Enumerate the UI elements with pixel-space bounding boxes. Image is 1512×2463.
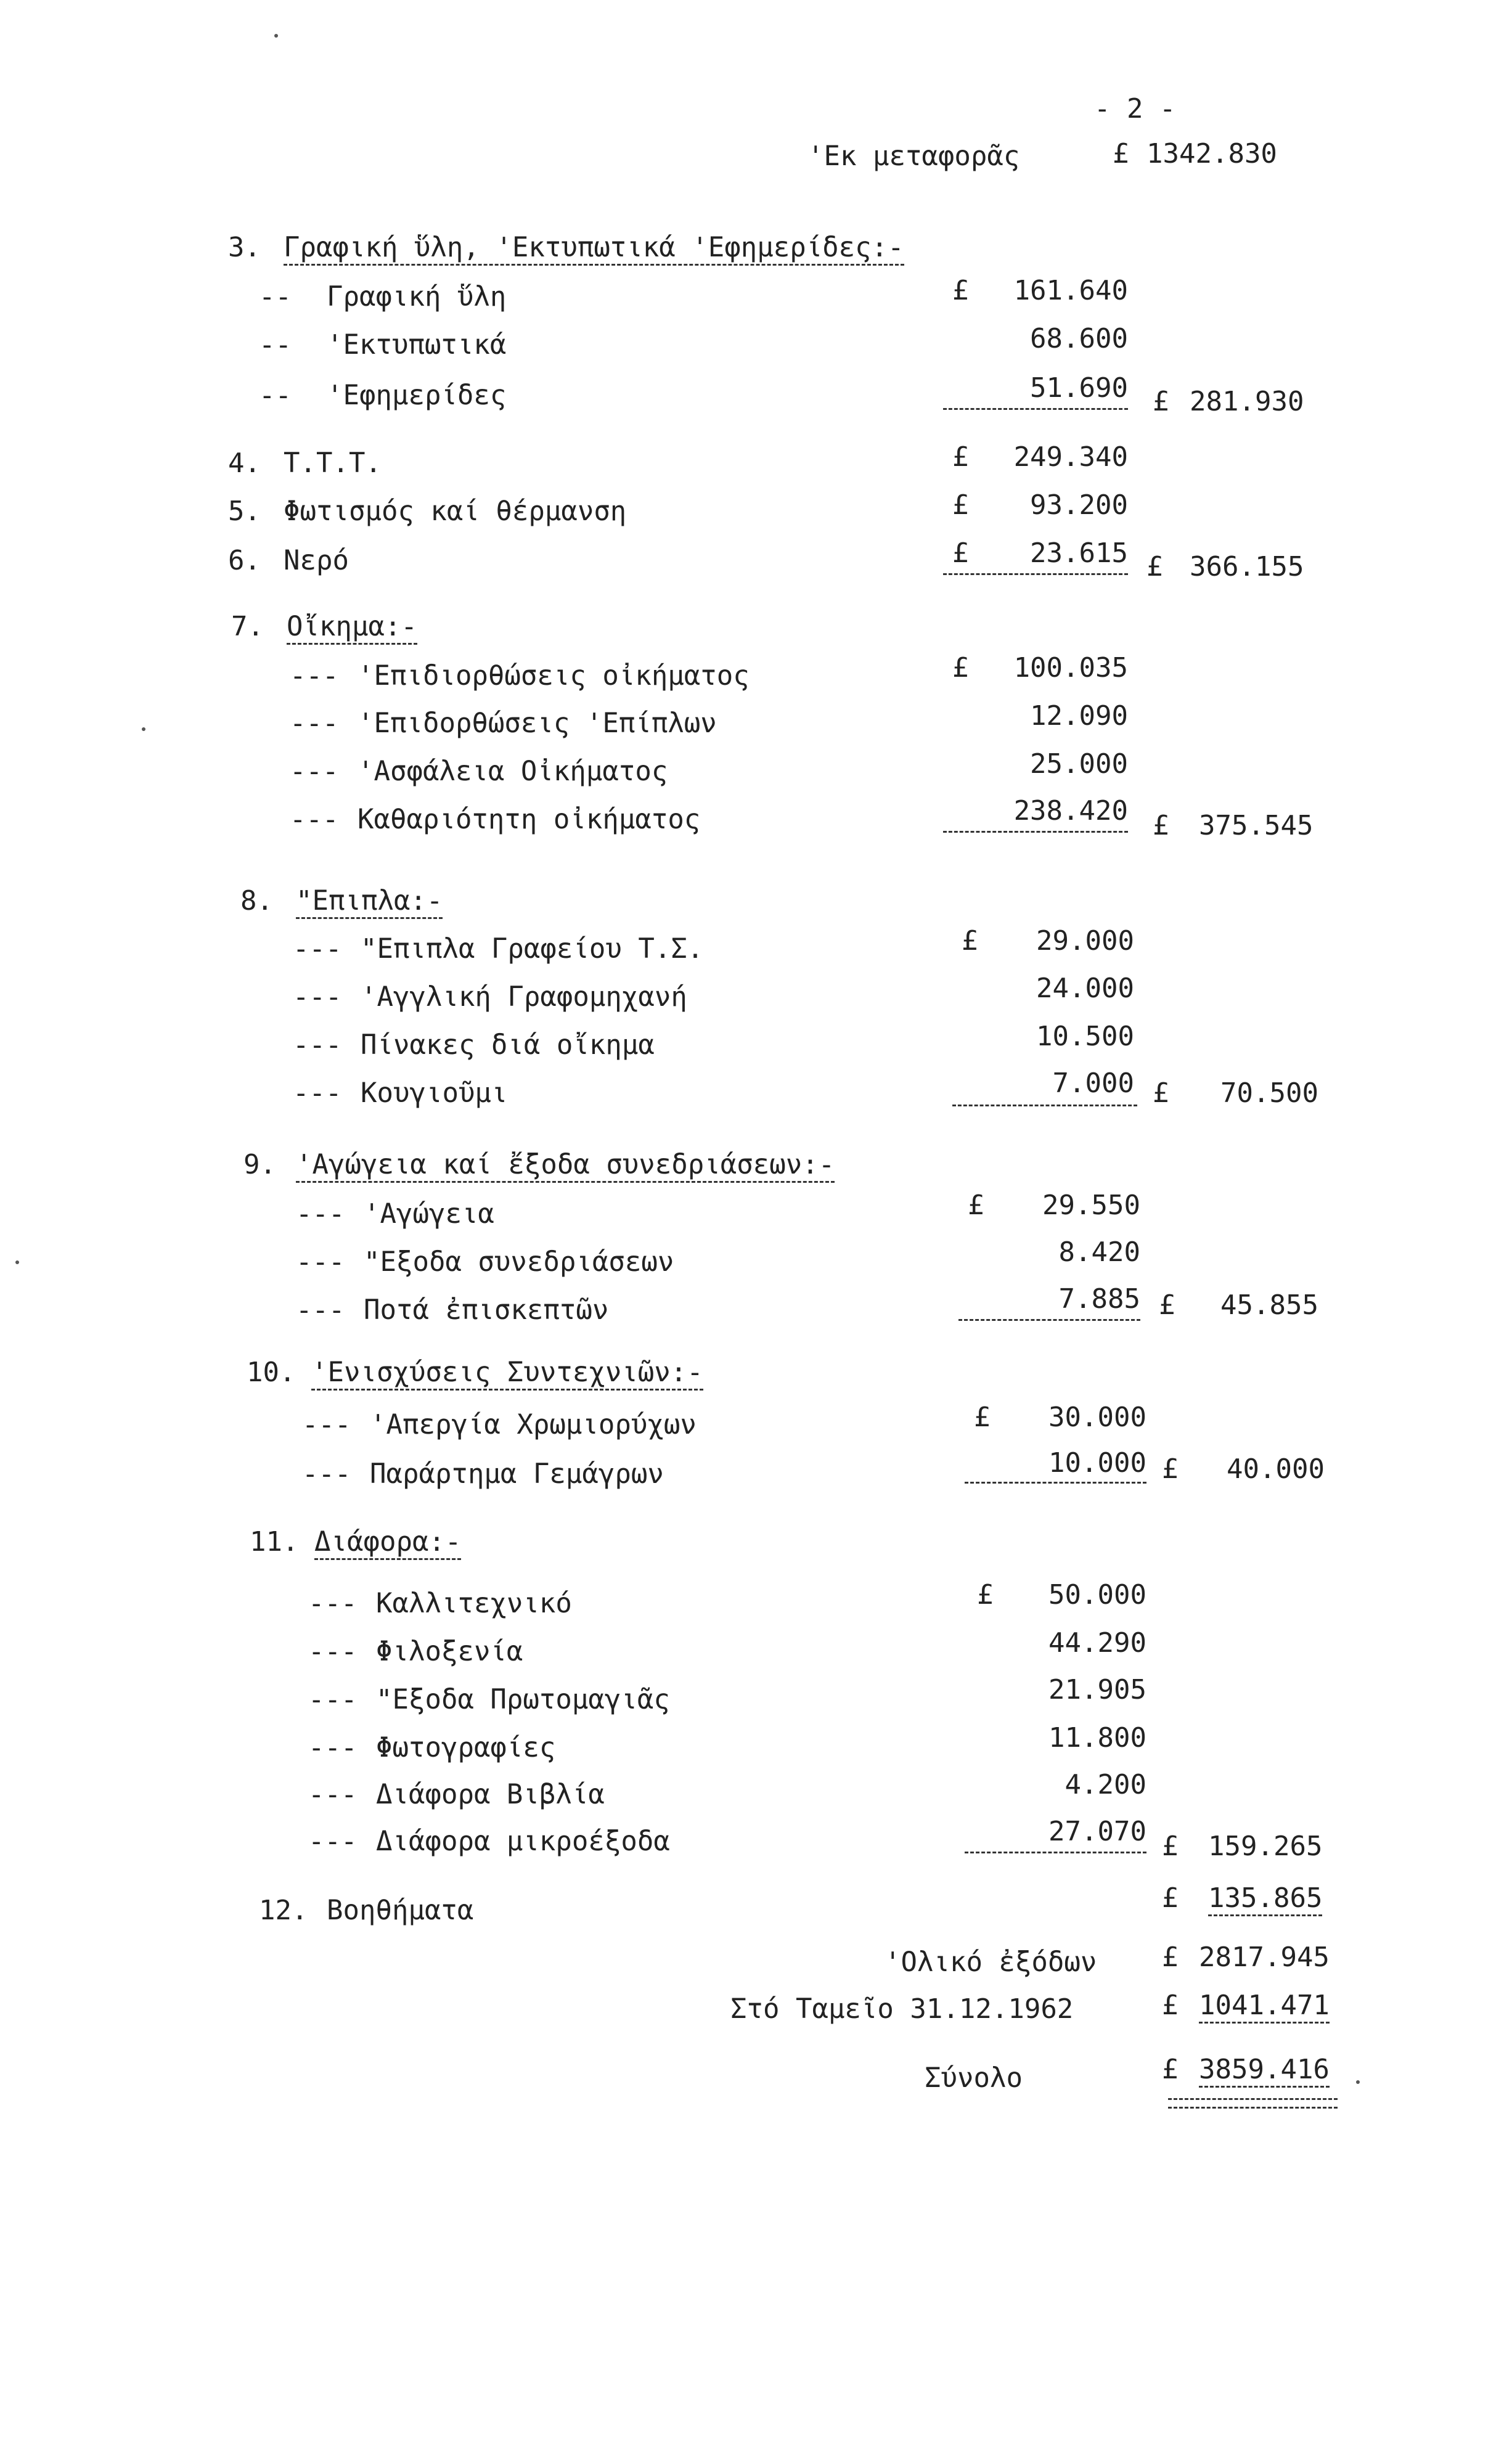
section-total: 375.545 [1199, 810, 1314, 841]
item-currency: £ [952, 275, 969, 306]
item-currency: £ [968, 1190, 984, 1221]
item-amount: 25.000 [1030, 748, 1128, 780]
page-number: - 2 - [1094, 93, 1176, 125]
item-amount: 23.615 [1030, 537, 1128, 569]
item-prefix: --- [296, 1198, 345, 1230]
item-amount: 249.340 [1013, 441, 1128, 473]
section-number: 9. [243, 1149, 276, 1180]
scan-speck [142, 727, 145, 731]
section-title: Φωτισμός καί θέρμανση [284, 496, 627, 527]
item-amount: 29.000 [1036, 925, 1134, 957]
item-label: Καθαριότητη οἰκήματος [358, 804, 701, 835]
section-number: 4. [228, 447, 261, 479]
section-number: 7. [231, 611, 264, 642]
item-amount: 93.200 [1030, 489, 1128, 521]
item-label: Γραφική ὕλη [327, 281, 507, 312]
subtotal-rule [952, 1105, 1137, 1106]
double-underline [1168, 2092, 1338, 2100]
scan-speck [1356, 2080, 1360, 2084]
item-label: 'Επιδορθώσεις 'Επίπλων [358, 708, 717, 739]
item-prefix: --- [290, 660, 339, 692]
section-total-currency: £ [1153, 810, 1169, 841]
item-prefix: --- [308, 1636, 358, 1667]
subtotal-rule [958, 1319, 1140, 1321]
section-title: Οἴκημα:- [287, 613, 417, 645]
item-label: 'Αγγλική Γραφομηχανή [361, 981, 687, 1013]
section-total: 135.865 [1208, 1885, 1322, 1916]
item-label: Παράρτημα Γεμάγρων [370, 1458, 664, 1490]
section-total: 281.930 [1190, 386, 1304, 417]
item-prefix: -- [259, 329, 292, 361]
item-prefix: --- [290, 756, 339, 787]
section-total-currency: £ [1162, 1882, 1179, 1914]
item-amount: 8.420 [1058, 1236, 1140, 1268]
section-number: 5. [228, 496, 261, 527]
item-prefix: --- [293, 981, 342, 1013]
subtotal-rule [965, 1482, 1146, 1484]
item-label: Φιλοξενία [376, 1636, 523, 1667]
item-amount: 7.000 [1052, 1068, 1134, 1099]
item-prefix: --- [296, 1294, 345, 1326]
item-label: "Εξοδα συνεδριάσεων [364, 1246, 674, 1278]
item-amount: 11.800 [1048, 1722, 1146, 1754]
section-total-currency: £ [1162, 1453, 1179, 1485]
item-prefix: -- [259, 281, 292, 312]
item-label: Κουγιοῦμι [361, 1077, 508, 1109]
summary-label: Σύνολο [925, 2062, 1023, 2094]
item-prefix: --- [290, 804, 339, 835]
section-number: 3. [228, 232, 261, 263]
section-title: Νερό [284, 545, 349, 576]
item-amount: 161.640 [1013, 275, 1128, 306]
item-label: Διάφορα μικροέξοδα [376, 1826, 670, 1857]
section-title: Βοηθήματα [327, 1895, 474, 1926]
item-label: 'Απεργία Χρωμιορύχων [370, 1409, 697, 1440]
item-amount: 27.070 [1048, 1816, 1146, 1847]
section-title: "Επιπλα:- [296, 888, 443, 919]
section-number: 11. [250, 1526, 299, 1558]
item-amount: 51.690 [1030, 372, 1128, 404]
item-currency: £ [952, 537, 969, 569]
section-title: Διάφορα:- [314, 1529, 461, 1560]
section-total: 40.000 [1227, 1453, 1325, 1485]
section-total-currency: £ [1153, 1077, 1169, 1109]
item-prefix: --- [293, 933, 342, 965]
item-label: "Επιπλα Γραφείου Τ.Σ. [361, 933, 704, 965]
item-amount: 4.200 [1065, 1769, 1146, 1800]
summary-currency: £ [1162, 1942, 1179, 1973]
section-total-currency: £ [1146, 551, 1163, 582]
item-amount: 29.550 [1042, 1190, 1140, 1221]
summary-amount: 2817.945 [1199, 1942, 1330, 1973]
item-prefix: --- [293, 1077, 342, 1109]
section-total-currency: £ [1153, 386, 1169, 417]
section-total: 70.500 [1220, 1077, 1318, 1109]
item-prefix: --- [293, 1029, 342, 1061]
section-number: 8. [240, 885, 273, 917]
item-currency: £ [952, 652, 969, 684]
item-amount: 30.000 [1048, 1402, 1146, 1433]
item-currency: £ [977, 1579, 994, 1611]
item-label: 'Ασφάλεια Οἰκήματος [358, 756, 668, 787]
item-label: 'Επιδιορθώσεις οἰκήματος [358, 660, 750, 692]
item-amount: 10.500 [1036, 1021, 1134, 1052]
section-total: 159.265 [1208, 1831, 1323, 1862]
item-amount: 12.090 [1030, 700, 1128, 732]
scan-speck [15, 1260, 19, 1264]
item-amount: 21.905 [1048, 1674, 1146, 1705]
carried-forward-currency: £ [1113, 138, 1129, 170]
item-currency: £ [952, 441, 969, 473]
item-prefix: --- [308, 1779, 358, 1810]
item-label: Καλλιτεχνικό [376, 1588, 572, 1619]
item-label: Φωτογραφίες [376, 1732, 556, 1763]
item-prefix: --- [308, 1732, 358, 1763]
section-total-currency: £ [1162, 1831, 1179, 1862]
section-title: Γραφική ὕλη, 'Εκτυπωτικά 'Εφημερίδες:- [284, 234, 904, 266]
item-label: "Εξοδα Πρωτομαγιᾶς [376, 1684, 670, 1715]
item-label: Διάφορα Βιβλία [376, 1779, 605, 1810]
section-number: 12. [259, 1895, 308, 1926]
carried-forward-amount: 1342.830 [1146, 138, 1277, 170]
item-prefix: --- [302, 1409, 351, 1440]
item-label: 'Εφημερίδες [327, 380, 507, 411]
item-amount: 50.000 [1048, 1579, 1146, 1611]
item-amount: 100.035 [1013, 652, 1128, 684]
item-currency: £ [962, 925, 978, 957]
summary-amount: 3859.416 [1199, 2056, 1330, 2088]
item-prefix: --- [302, 1458, 351, 1490]
item-label: 'Εκτυπωτικά [327, 329, 507, 361]
item-currency: £ [952, 489, 969, 521]
section-title: Τ.Τ.Τ. [284, 447, 382, 479]
item-prefix: --- [308, 1684, 358, 1715]
item-prefix: -- [259, 380, 292, 411]
item-amount: 10.000 [1048, 1447, 1146, 1479]
item-currency: £ [974, 1402, 991, 1433]
item-prefix: --- [296, 1246, 345, 1278]
item-amount: 44.290 [1048, 1627, 1146, 1659]
section-total: 45.855 [1220, 1289, 1318, 1321]
item-label: Ποτά ἐπισκεπτῶν [364, 1294, 609, 1326]
summary-currency: £ [1162, 2054, 1179, 2085]
item-prefix: --- [308, 1588, 358, 1619]
subtotal-rule [943, 408, 1128, 410]
section-number: 10. [247, 1357, 296, 1388]
item-amount: 68.600 [1030, 323, 1128, 354]
scan-speck [274, 34, 278, 38]
summary-amount: 1041.471 [1199, 1992, 1330, 2024]
summary-label: Στό Ταμεῖο 31.12.1962 [730, 1993, 1074, 2025]
subtotal-rule [965, 1852, 1146, 1853]
item-amount: 238.420 [1013, 795, 1128, 827]
carried-forward-label: 'Εκ μεταφορᾶς [807, 141, 1020, 172]
summary-currency: £ [1162, 1990, 1179, 2021]
double-underline [1168, 2101, 1338, 2109]
item-prefix: --- [290, 708, 339, 739]
item-amount: 24.000 [1036, 973, 1134, 1004]
summary-label: 'Ολικό ἐξόδων [885, 1946, 1097, 1978]
section-total: 366.155 [1190, 551, 1304, 582]
section-title: 'Αγώγεια καί ἔξοδα συνεδριάσεων:- [296, 1151, 835, 1183]
section-title: 'Ενισχύσεις Συντεχνιῶν:- [311, 1359, 703, 1391]
subtotal-rule [943, 831, 1128, 833]
section-number: 6. [228, 545, 261, 576]
section-total-currency: £ [1159, 1289, 1175, 1321]
item-label: Πίνακες διά οἴκημα [361, 1029, 655, 1061]
item-amount: 7.885 [1058, 1283, 1140, 1315]
item-label: 'Αγώγεια [364, 1198, 494, 1230]
item-prefix: --- [308, 1826, 358, 1857]
subtotal-rule [943, 573, 1128, 575]
